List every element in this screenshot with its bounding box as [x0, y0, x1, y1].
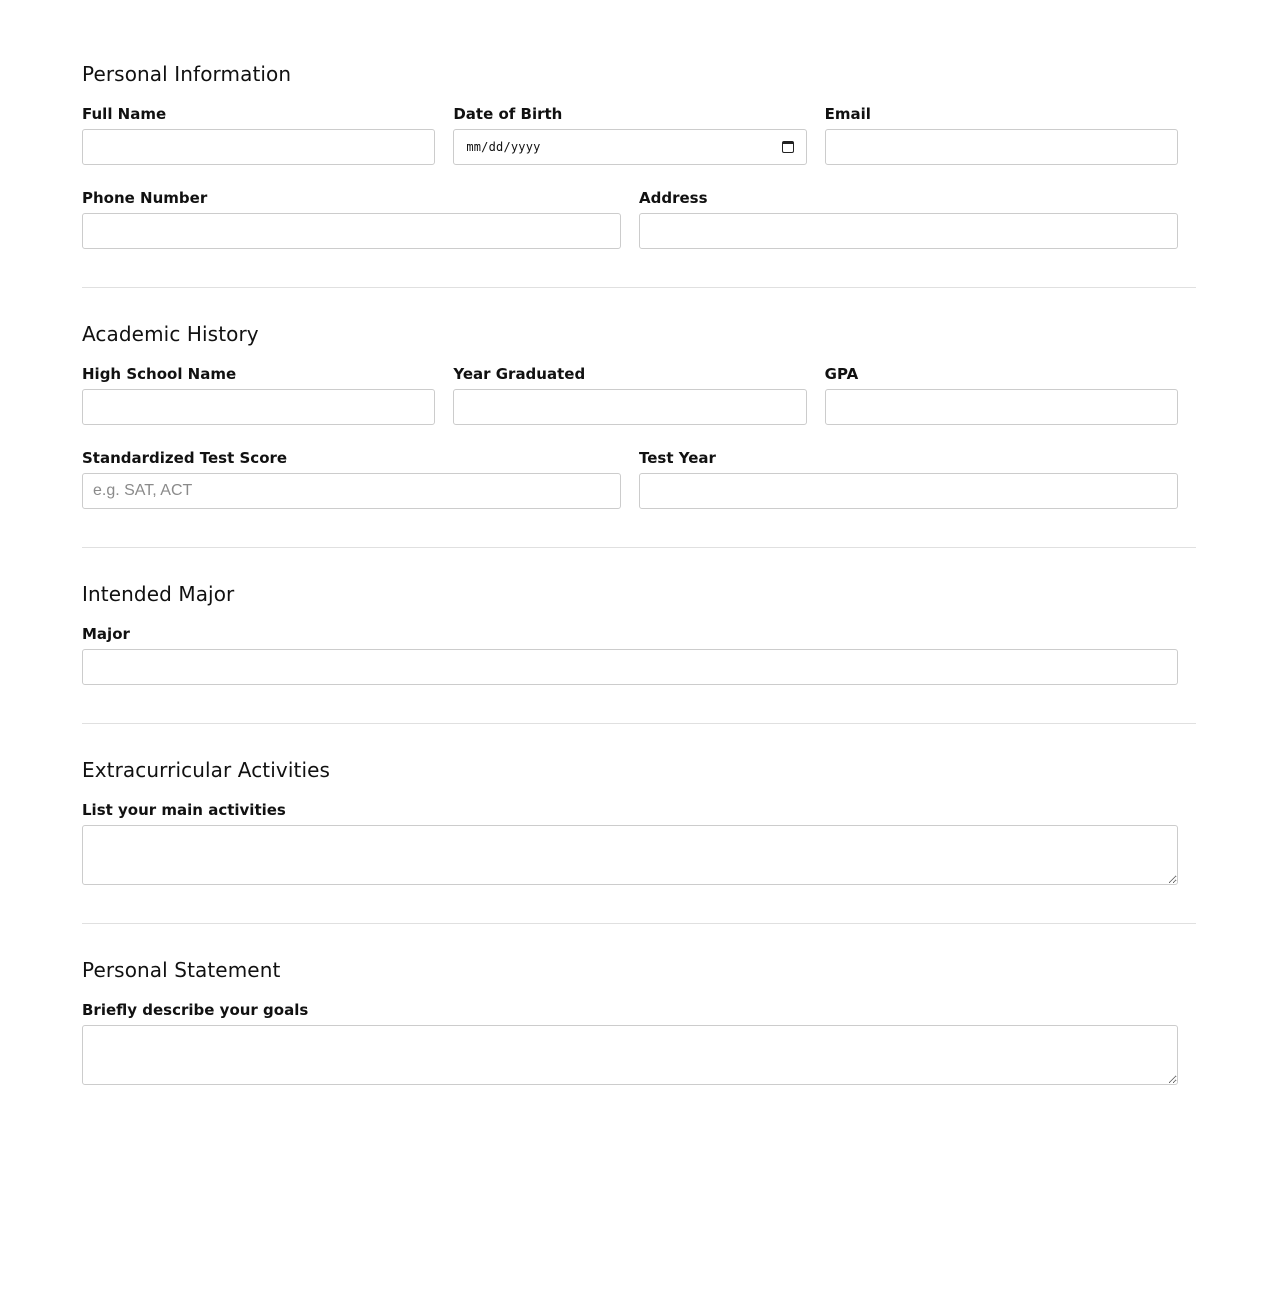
- standardized-test-score-input[interactable]: [82, 473, 621, 509]
- field-goals: [82, 1000, 1178, 1085]
- date-placeholder: mm/dd/yyyy: [466, 140, 541, 154]
- field-label: Standardized Test Score: [82, 449, 288, 467]
- section-title: Extracurricular Activities: [82, 758, 331, 782]
- section-title: Personal Information: [82, 62, 292, 86]
- field-row: [82, 188, 1178, 249]
- email-input[interactable]: [825, 129, 1178, 165]
- section-personal-statement: [82, 923, 1196, 1123]
- field-date-of-birth: [453, 104, 806, 165]
- field-major: [82, 624, 1178, 685]
- goals-textarea[interactable]: [82, 1025, 1178, 1085]
- field-label: Test Year: [639, 449, 716, 467]
- field-label: List your main activities: [82, 801, 286, 819]
- section-extracurricular-activities: [82, 723, 1196, 923]
- gpa-input[interactable]: [825, 389, 1178, 425]
- field-row: [82, 1000, 1178, 1085]
- field-label: High School Name: [82, 365, 237, 383]
- field-row: [82, 448, 1178, 509]
- field-label: Phone Number: [82, 189, 208, 207]
- field-main-activities: [82, 800, 1178, 885]
- test-year-input[interactable]: [639, 473, 1178, 509]
- field-row: [82, 624, 1178, 685]
- field-test-year: [639, 448, 1178, 509]
- field-high-school-name: [82, 364, 435, 425]
- address-input[interactable]: [639, 213, 1178, 249]
- application-form: [82, 59, 1196, 1123]
- high-school-name-input[interactable]: [82, 389, 435, 425]
- calendar-icon[interactable]: [782, 141, 794, 153]
- field-label: Full Name: [82, 105, 167, 123]
- major-input[interactable]: [82, 649, 1178, 685]
- field-label: Briefly describe your goals: [82, 1001, 309, 1019]
- year-graduated-input[interactable]: [453, 389, 806, 425]
- section-academic-history: [82, 287, 1196, 547]
- field-label: Date of Birth: [453, 105, 563, 123]
- field-label: GPA: [824, 365, 859, 383]
- phone-number-input[interactable]: [82, 213, 621, 249]
- field-phone-number: [82, 188, 621, 249]
- main-activities-textarea[interactable]: [82, 825, 1178, 885]
- date-of-birth-input[interactable]: [453, 129, 806, 165]
- section-personal-information: [82, 59, 1196, 287]
- field-row: [82, 364, 1178, 425]
- field-label: Year Graduated: [453, 365, 586, 383]
- section-title: Academic History: [82, 322, 259, 346]
- field-year-graduated: [453, 364, 806, 425]
- full-name-input[interactable]: [82, 129, 435, 165]
- field-gpa: [825, 364, 1178, 425]
- field-full-name: [82, 104, 435, 165]
- field-standardized-test-score: [82, 448, 621, 509]
- field-label: Email: [824, 105, 871, 123]
- section-title: Personal Statement: [82, 958, 281, 982]
- field-label: Address: [639, 189, 708, 207]
- section-intended-major: [82, 547, 1196, 723]
- field-row: [82, 800, 1178, 885]
- section-title: Intended Major: [82, 582, 235, 606]
- field-label: Major: [82, 625, 130, 643]
- field-address: [639, 188, 1178, 249]
- field-row: [82, 104, 1178, 165]
- field-email: [825, 104, 1178, 165]
